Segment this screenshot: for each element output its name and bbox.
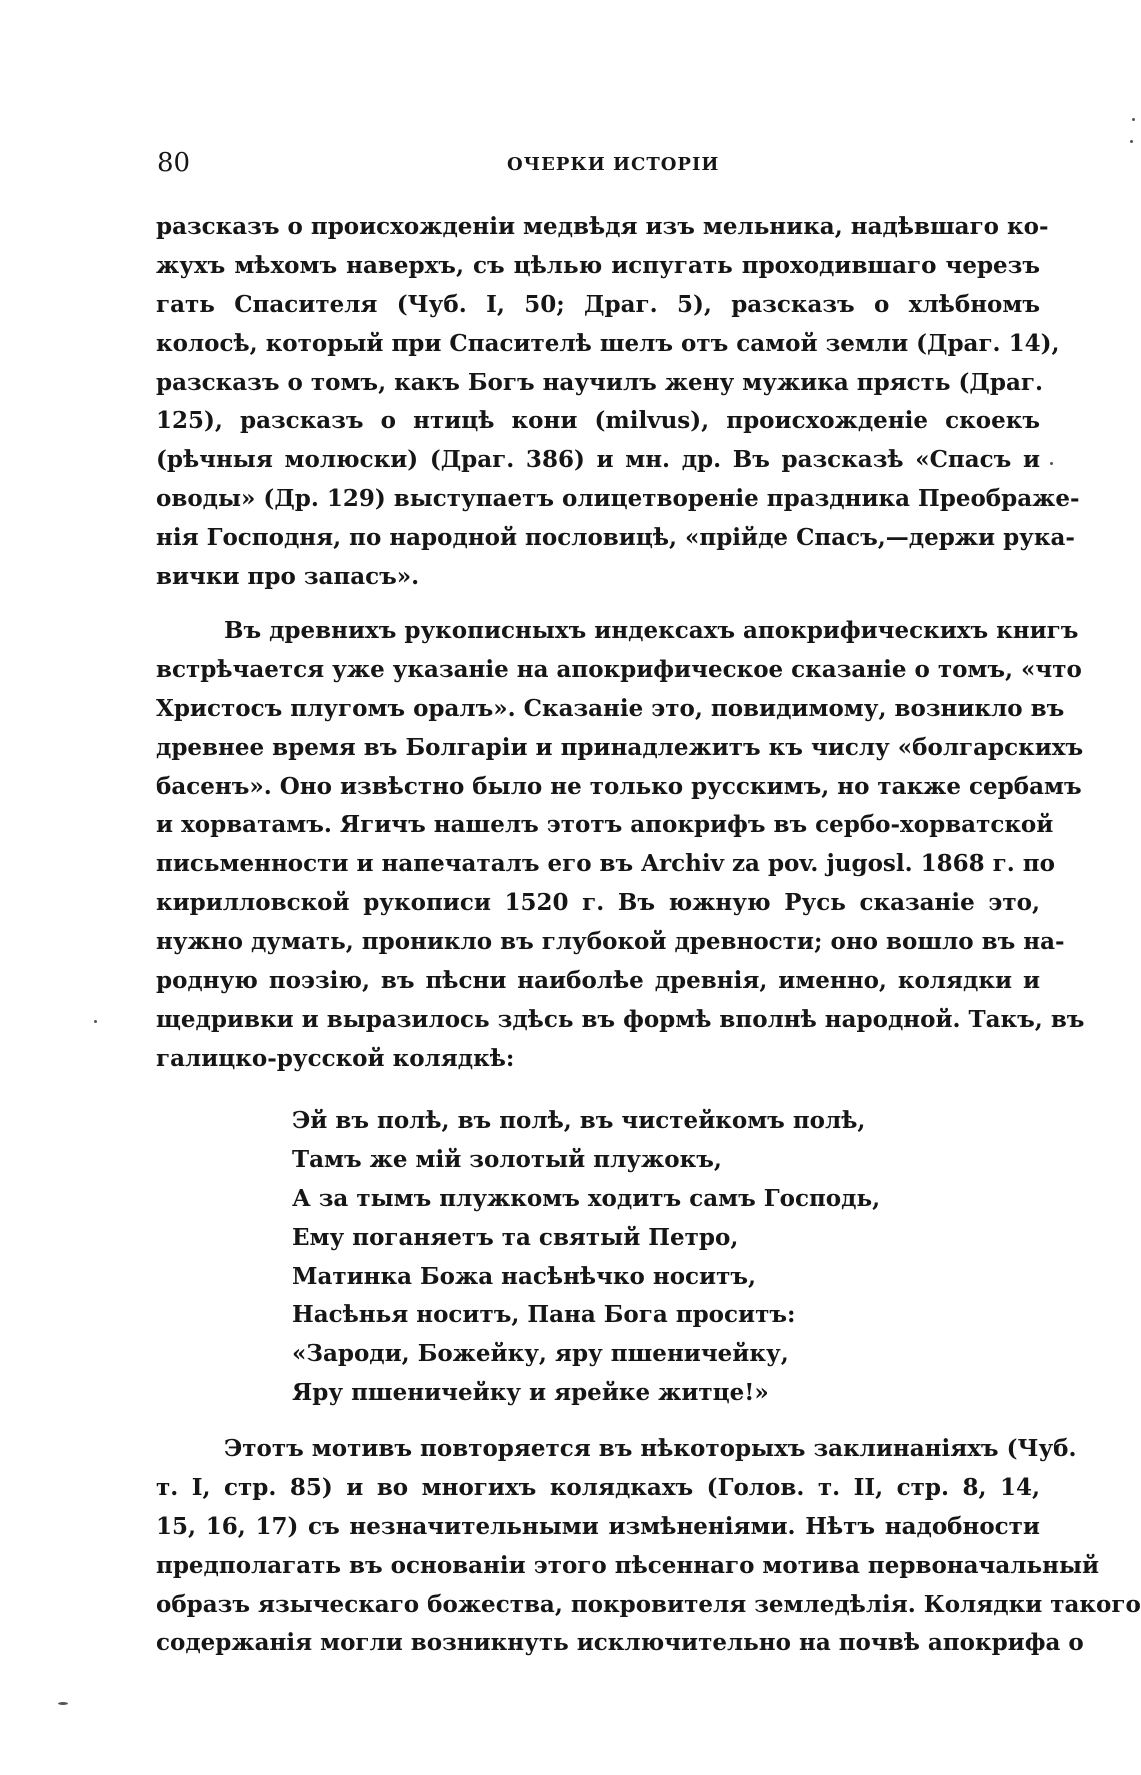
scan-speck [1132, 118, 1135, 121]
text-line: содержанія могли возникнуть исключительно на почвѣ апокрифа о [156, 1629, 1084, 1657]
text-line: оводы» (Др. 129) выступаетъ олицетвореніе праздника Преображе- [156, 485, 1080, 513]
poem-line: Яру пшеничейку и ярейке житце!» [292, 1379, 769, 1407]
paragraph-3 [156, 1430, 1141, 1663]
text-line: древнее время въ Болгаріи и принадлежитъ къ числу «болгарскихъ [156, 733, 1084, 761]
text-line: образъ языческаго божества, покровителя земледѣлія. Колядки такого [156, 1590, 1141, 1618]
text-line: Этотъ мотивъ повторяется въ нѣкоторыхъ заклинаніяхъ (Чуб. [224, 1435, 1077, 1462]
text-line: жухъ мѣхомъ наверхъ, съ цѣлью испугать проходившаго черезъ [156, 251, 1040, 279]
text-line: нужно думать, проникло въ глубокой древности; оно вошло въ на- [156, 928, 1065, 956]
text-line: и хорватамъ. Ягичъ нашелъ этотъ апокрифъ въ сербо-хорватской [156, 811, 1054, 839]
text-line: гать Спасителя (Чуб. I, 50; Драг. 5), разсказъ о хлѣбномъ [156, 290, 1040, 318]
text-line: Въ древнихъ рукописныхъ индексахъ апокрифическихъ книгъ [224, 617, 1079, 644]
text-line: 15, 16, 17) съ незначительными измѣненіями. Нѣтъ надобности [156, 1512, 1040, 1540]
paragraph-1 [156, 208, 1080, 597]
poem-line: «Зароди, Божейку, яру пшеничейку, [292, 1340, 789, 1368]
running-header [157, 148, 1037, 184]
text-line: вички про запасъ». [156, 563, 420, 591]
page-number: 80 [157, 148, 191, 178]
poem-line: Насѣнья носитъ, Пана Бога проситъ: [292, 1301, 796, 1329]
scan-speck [94, 1020, 97, 1023]
text-line: басенъ». Оно извѣстно было не только русскимъ, но также сербамъ [156, 772, 1082, 800]
text-line: кирилловской рукописи 1520 г. Въ южную Русь сказаніе это, [156, 889, 1040, 917]
text-line: нія Господня, по народной пословицѣ, «прійде Спасъ,—держи рука- [156, 524, 1075, 552]
text-line: т. I, стр. 85) и во многихъ колядкахъ (Голов. т. II, стр. 8, 14, [156, 1473, 1040, 1501]
poem-quote [292, 1102, 932, 1413]
scan-speck [58, 1702, 68, 1705]
poem-line: Эй въ полѣ, въ полѣ, въ чистейкомъ полѣ, [292, 1107, 866, 1134]
text-line: галицко-русской колядкѣ: [156, 1044, 515, 1072]
text-line: письменности и напечаталъ его въ Archiv za pov. jugosl. 1868 г. по [156, 850, 1055, 878]
paragraph-2 [156, 612, 1085, 1079]
poem-line: Ему поганяетъ та святый Петро, [292, 1223, 739, 1251]
poem-line: Тамъ же мій золотый плужокъ, [292, 1145, 722, 1173]
text-line: 125), разсказъ о нтицѣ кони (milvus), происхожденіе скоекъ [156, 407, 1040, 435]
scan-speck [1130, 140, 1133, 143]
poem-line: Матинка Божа насѣнѣчко носитъ, [292, 1262, 757, 1290]
text-line: встрѣчается уже указаніе на апокрифическое сказаніе о томъ, «что [156, 655, 1082, 683]
text-line: разсказъ о томъ, какъ Богъ научилъ жену мужика прясть (Драг. [156, 368, 1043, 396]
scan-speck [1050, 462, 1053, 465]
text-line: щедривки и выразилось здѣсь въ формѣ вполнѣ народной. Такъ, въ [156, 1005, 1085, 1033]
text-line: разсказъ о происхожденіи медвѣдя изъ мельника, надѣвшаго ко- [156, 213, 1049, 240]
text-line: (рѣчныя молюски) (Драг. 386) и мн. др. Въ разсказѣ «Спасъ и [156, 446, 1040, 474]
text-line: колосѣ, который при Спасителѣ шелъ отъ самой земли (Драг. 14), [156, 329, 1060, 357]
poem-line: А за тымъ плужкомъ ходитъ самъ Господь, [292, 1184, 881, 1212]
text-line: родную поэзію, въ пѣсни наиболѣе древнія, именно, колядки и [156, 967, 1040, 995]
running-title: ОЧЕРКИ ИСТОРІИ [507, 154, 720, 175]
text-line: Христосъ плугомъ оралъ». Сказаніе это, повидимому, возникло въ [156, 694, 1065, 722]
text-line: предполагать въ основаніи этого пѣсеннаго мотива первоначальный [156, 1551, 1100, 1579]
